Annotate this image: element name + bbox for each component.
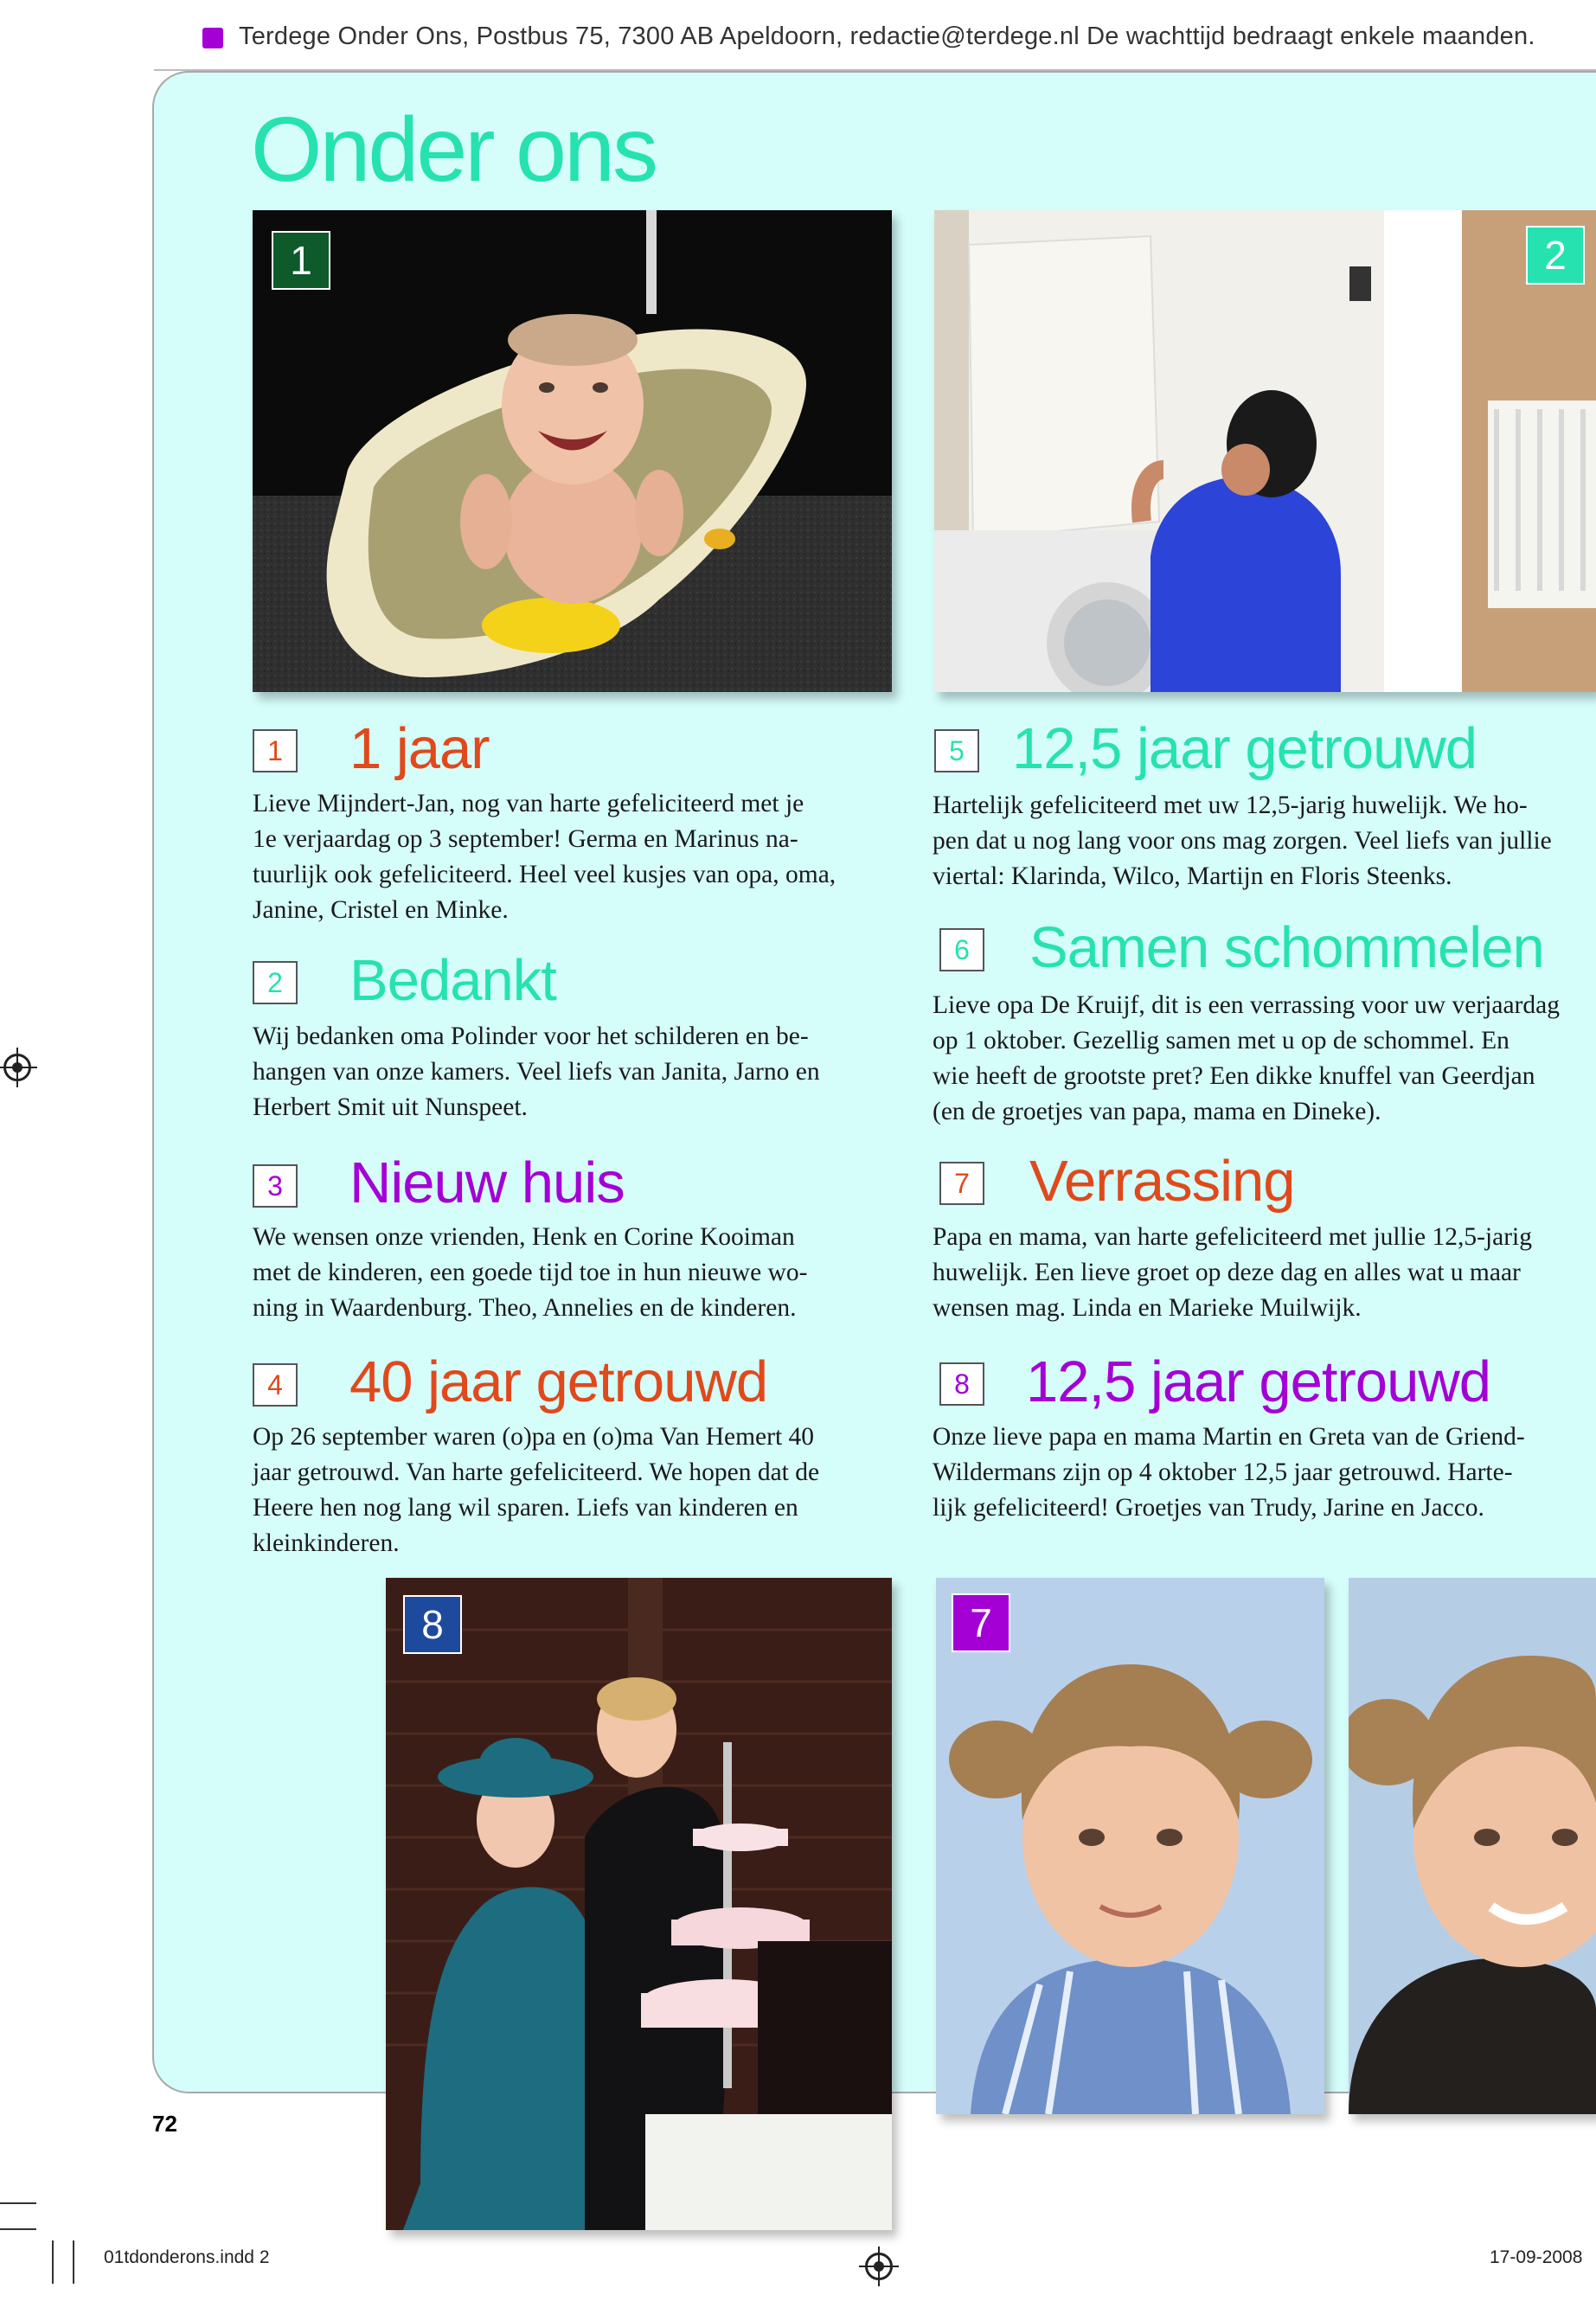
photo-badge-8	[403, 1595, 462, 1654]
photo-badge-7-label: 7	[970, 1600, 992, 1645]
item-body	[253, 1220, 807, 1326]
crop-mark	[0, 2228, 36, 2230]
body-line: Papa en mama, van harte gefeliciteerd met jullie 12,5-jarig	[933, 1223, 1532, 1251]
photo-baby-bath	[253, 210, 892, 692]
item-heading: Verrassing	[1029, 1149, 1295, 1214]
body-line: met de kinderen, een goede tijd toe in hun nieuwe wo-	[253, 1259, 808, 1286]
item-heading: 40 jaar getrouwd	[349, 1349, 768, 1414]
crop-mark	[0, 2202, 36, 2204]
item-number-box: 8	[939, 1362, 984, 1406]
crop-mark	[52, 2240, 54, 2284]
item-number-box: 6	[939, 928, 984, 971]
item-heading: 12,5 jaar getrouwd	[1026, 1349, 1490, 1414]
top-bar	[0, 0, 1596, 69]
item-number-box: 2	[253, 961, 298, 1004]
body-line: (en de groetjes van papa, mama en Dineke).	[933, 1098, 1381, 1125]
wedding-cake-illustration	[386, 1578, 892, 2230]
body-line: Lieve opa De Kruijf, dit is een verrassing voor uw verjaardag	[933, 991, 1560, 1019]
crop-mark	[73, 2240, 74, 2284]
body-line: huwelijk. Een lieve groet op deze dag en alles wat u maar	[933, 1259, 1521, 1286]
registration-mark-icon	[865, 2253, 893, 2280]
item-body	[253, 1420, 819, 1561]
item-body	[933, 788, 1552, 894]
photo-badge-1-label: 1	[290, 238, 312, 283]
photo-painting-room	[934, 210, 1596, 692]
body-line: Wildermans zijn op 4 oktober 12,5 jaar getrouwd. Harte-	[933, 1458, 1513, 1486]
body-line: Onze lieve papa en mama Martin en Greta van de Griend-	[933, 1423, 1525, 1451]
item-number-box: 7	[939, 1162, 984, 1205]
body-line: Hartelijk gefeliciteerd met uw 12,5-jarig huwelijk. We ho-	[933, 792, 1528, 819]
body-line: kleinkinderen.	[253, 1529, 400, 1557]
painting-room-illustration	[934, 210, 1596, 692]
body-line: ning in Waardenburg. Theo, Annelies en de kinderen.	[253, 1294, 797, 1322]
baby-bath-illustration	[253, 210, 892, 692]
item-body	[933, 1420, 1525, 1526]
item-heading: 12,5 jaar getrouwd	[1012, 716, 1477, 781]
item-number-box: 1	[253, 729, 298, 772]
body-line: Wij bedanken oma Polinder voor het schilderen en be-	[253, 1022, 809, 1050]
page-title: Onder ons	[251, 99, 656, 201]
photo-badge-8-label: 8	[421, 1602, 444, 1647]
photo-badge-7	[952, 1593, 1010, 1652]
item-number-box: 3	[253, 1164, 298, 1208]
body-line: pen dat u nog lang voor ons mag zorgen. Veel liefs van jullie	[933, 827, 1552, 855]
page-number: 72	[152, 2111, 177, 2137]
body-line: viertal: Klarinda, Wilco, Martijn en Floris Steenks.	[933, 862, 1452, 890]
footer-filename: 01tdonderons.indd 2	[104, 2247, 270, 2267]
body-line: op 1 oktober. Gezellig samen met u op de schommel. En	[933, 1027, 1509, 1054]
item-number-box: 5	[934, 729, 979, 772]
body-line: lijk gefeliciteerd! Groetjes van Trudy, Jarine en Jacco.	[933, 1494, 1484, 1522]
photo-wedding-cake	[386, 1578, 892, 2230]
girl-portrait-right-illustration	[1349, 1578, 1596, 2114]
body-line: 1e verjaardag op 3 september! Germa en Marinus na-	[253, 825, 798, 853]
photo-badge-2-label: 2	[1544, 233, 1567, 278]
item-heading: Samen schommelen	[1029, 915, 1544, 980]
item-body	[253, 1019, 820, 1125]
item-heading: 1 jaar	[349, 716, 490, 781]
body-line: hangen van onze kamers. Veel liefs van Janita, Jarno en	[253, 1058, 820, 1086]
photo-girl-portrait-left	[936, 1578, 1324, 2114]
body-line: We wensen onze vrienden, Henk en Corine Kooiman	[253, 1223, 795, 1251]
body-line: Janine, Cristel en Minke.	[253, 896, 509, 924]
photo-badge-1	[272, 231, 330, 290]
item-body	[253, 786, 836, 928]
item-heading: Nieuw huis	[349, 1150, 625, 1215]
photo-badge-2	[1526, 226, 1585, 285]
purple-square-icon	[202, 28, 223, 48]
body-line: wensen mag. Linda en Marieke Muilwijk.	[933, 1294, 1362, 1322]
body-line: jaar getrouwd. Van harte gefeliciteerd. We hopen dat de	[253, 1458, 820, 1486]
item-heading: Bedankt	[349, 948, 556, 1013]
girl-portrait-left-illustration	[936, 1578, 1324, 2114]
item-number-box: 4	[253, 1363, 298, 1407]
registration-mark-icon	[3, 1054, 31, 1081]
photo-girl-portrait-right	[1349, 1578, 1596, 2114]
footer-date: 17-09-2008	[1490, 2247, 1583, 2267]
body-line: Op 26 september waren (o)pa en (o)ma Van Hemert 40	[253, 1423, 815, 1451]
header-address: Terdege Onder Ons, Postbus 75, 7300 AB Apeldoorn, redactie@terdege.nl De wachttijd bedraagt enkele maanden.	[239, 22, 1535, 50]
item-body	[933, 988, 1560, 1130]
body-line: Heere hen nog lang wil sparen. Liefs van kinderen en	[253, 1494, 798, 1522]
body-line: Herbert Smit uit Nunspeet.	[253, 1093, 528, 1121]
item-body	[933, 1220, 1532, 1326]
body-line: tuurlijk ook gefeliciteerd. Heel veel kusjes van opa, oma,	[253, 861, 836, 888]
body-line: Lieve Mijndert-Jan, nog van harte gefeliciteerd met je	[253, 790, 804, 817]
body-line: wie heeft de grootste pret? Een dikke knuffel van Geerdjan	[933, 1062, 1535, 1090]
